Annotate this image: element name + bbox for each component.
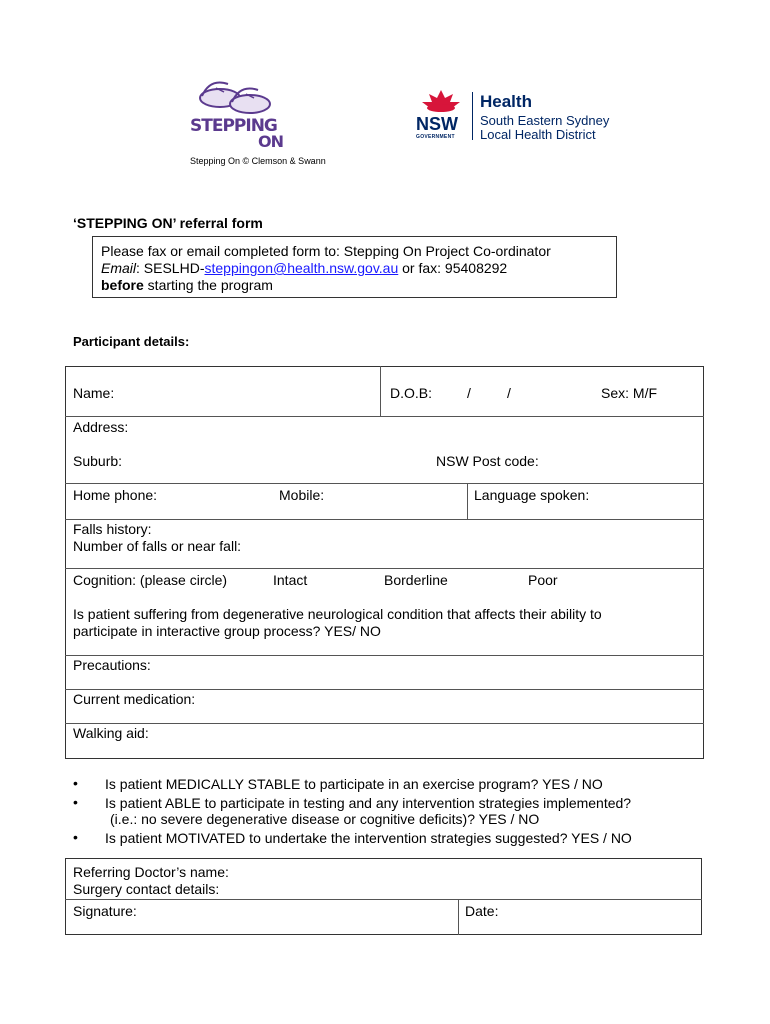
bullet-dot-2: • — [73, 794, 78, 810]
home-phone-field[interactable]: Home phone: — [73, 487, 158, 503]
stepping-on-logo — [188, 70, 283, 155]
cognition-borderline-option[interactable]: Borderline — [384, 572, 448, 588]
instructions-line-3 — [101, 277, 273, 293]
participant-heading: Participant details: — [73, 334, 190, 349]
instructions-line-1: Please fax or email completed form to: Stepping On Project Co-ordinator — [101, 243, 551, 259]
nsw-logo-text: NSW — [416, 114, 458, 134]
bullet-dot-3: • — [73, 829, 78, 845]
mobile-field[interactable]: Mobile: — [279, 487, 325, 503]
bullet-medically-stable[interactable]: Is patient MEDICALLY STABLE to participate in an exercise program? YES / NO — [105, 776, 603, 792]
medication-field[interactable]: Current medication: — [73, 691, 196, 707]
nsw-government-text: GOVERNMENT — [416, 134, 455, 140]
health-sub-2: Local Health District — [480, 127, 596, 142]
falls-history-field[interactable]: Falls history: — [73, 521, 152, 537]
falls-number-field[interactable]: Number of falls or near fall: — [73, 538, 242, 554]
referring-doctor-field[interactable]: Referring Doctor’s name: — [73, 864, 229, 880]
postcode-field[interactable]: NSW Post code: — [436, 453, 539, 469]
form-title: ‘STEPPING ON’ referral form — [73, 215, 263, 231]
signature-field[interactable]: Signature: — [73, 903, 137, 919]
bullet-dot-1: • — [73, 775, 78, 791]
nsw-health-logo — [414, 88, 644, 148]
cognition-intact-option[interactable]: Intact — [273, 572, 308, 588]
bullet-able-participate[interactable]: Is patient ABLE to participate in testing and any intervention strategies implemented? — [105, 795, 632, 811]
health-sub-1: South Eastern Sydney — [480, 113, 610, 128]
sex-field[interactable]: Sex: M/F — [601, 385, 658, 401]
before-text: before — [101, 277, 144, 293]
stepping-logo-text: STEPPING — [190, 116, 277, 136]
dob-separator-2: / — [507, 385, 511, 401]
cognition-label: Cognition: (please circle) — [73, 572, 228, 588]
bullet-motivated[interactable]: Is patient MOTIVATED to undertake the intervention strategies suggested? YES / NO — [105, 830, 632, 846]
cognition-poor-option[interactable]: Poor — [528, 572, 558, 588]
fax-text: or fax: 95408292 — [398, 260, 508, 276]
dob-separator-1: / — [467, 385, 471, 401]
copyright-text: Stepping On © Clemson & Swann — [190, 156, 326, 166]
email-label: Email — [101, 260, 137, 276]
waratah-icon — [416, 88, 466, 114]
dob-field[interactable]: D.O.B: — [390, 385, 433, 401]
language-field[interactable]: Language spoken: — [474, 487, 590, 503]
instructions-line-2 — [101, 260, 507, 276]
email-prefix: : SESLHD- — [136, 260, 205, 276]
neuro-question-line-2[interactable]: participate in interactive group process? YES/ NO — [73, 623, 381, 639]
suburb-field[interactable]: Suburb: — [73, 453, 123, 469]
neuro-question-line-1: Is patient suffering from degenerative neurological condition that affects their ability to — [73, 606, 602, 622]
walking-aid-field[interactable]: Walking aid: — [73, 725, 149, 741]
address-field[interactable]: Address: — [73, 419, 129, 435]
on-logo-text: ON — [258, 132, 283, 151]
name-field[interactable]: Name: — [73, 385, 115, 401]
bullet-able-participate-cont[interactable]: (i.e.: no severe degenerative disease or cognitive deficits)? YES / NO — [110, 811, 540, 827]
shoes-icon — [188, 70, 278, 115]
email-link[interactable]: steppingon@health.nsw.gov.au — [204, 260, 399, 276]
date-field[interactable]: Date: — [465, 903, 499, 919]
precautions-field[interactable]: Precautions: — [73, 657, 151, 673]
logo-divider — [472, 92, 473, 140]
before-rest-text: starting the program — [143, 277, 273, 293]
health-title: Health — [480, 92, 532, 111]
surgery-contact-field[interactable]: Surgery contact details: — [73, 881, 220, 897]
